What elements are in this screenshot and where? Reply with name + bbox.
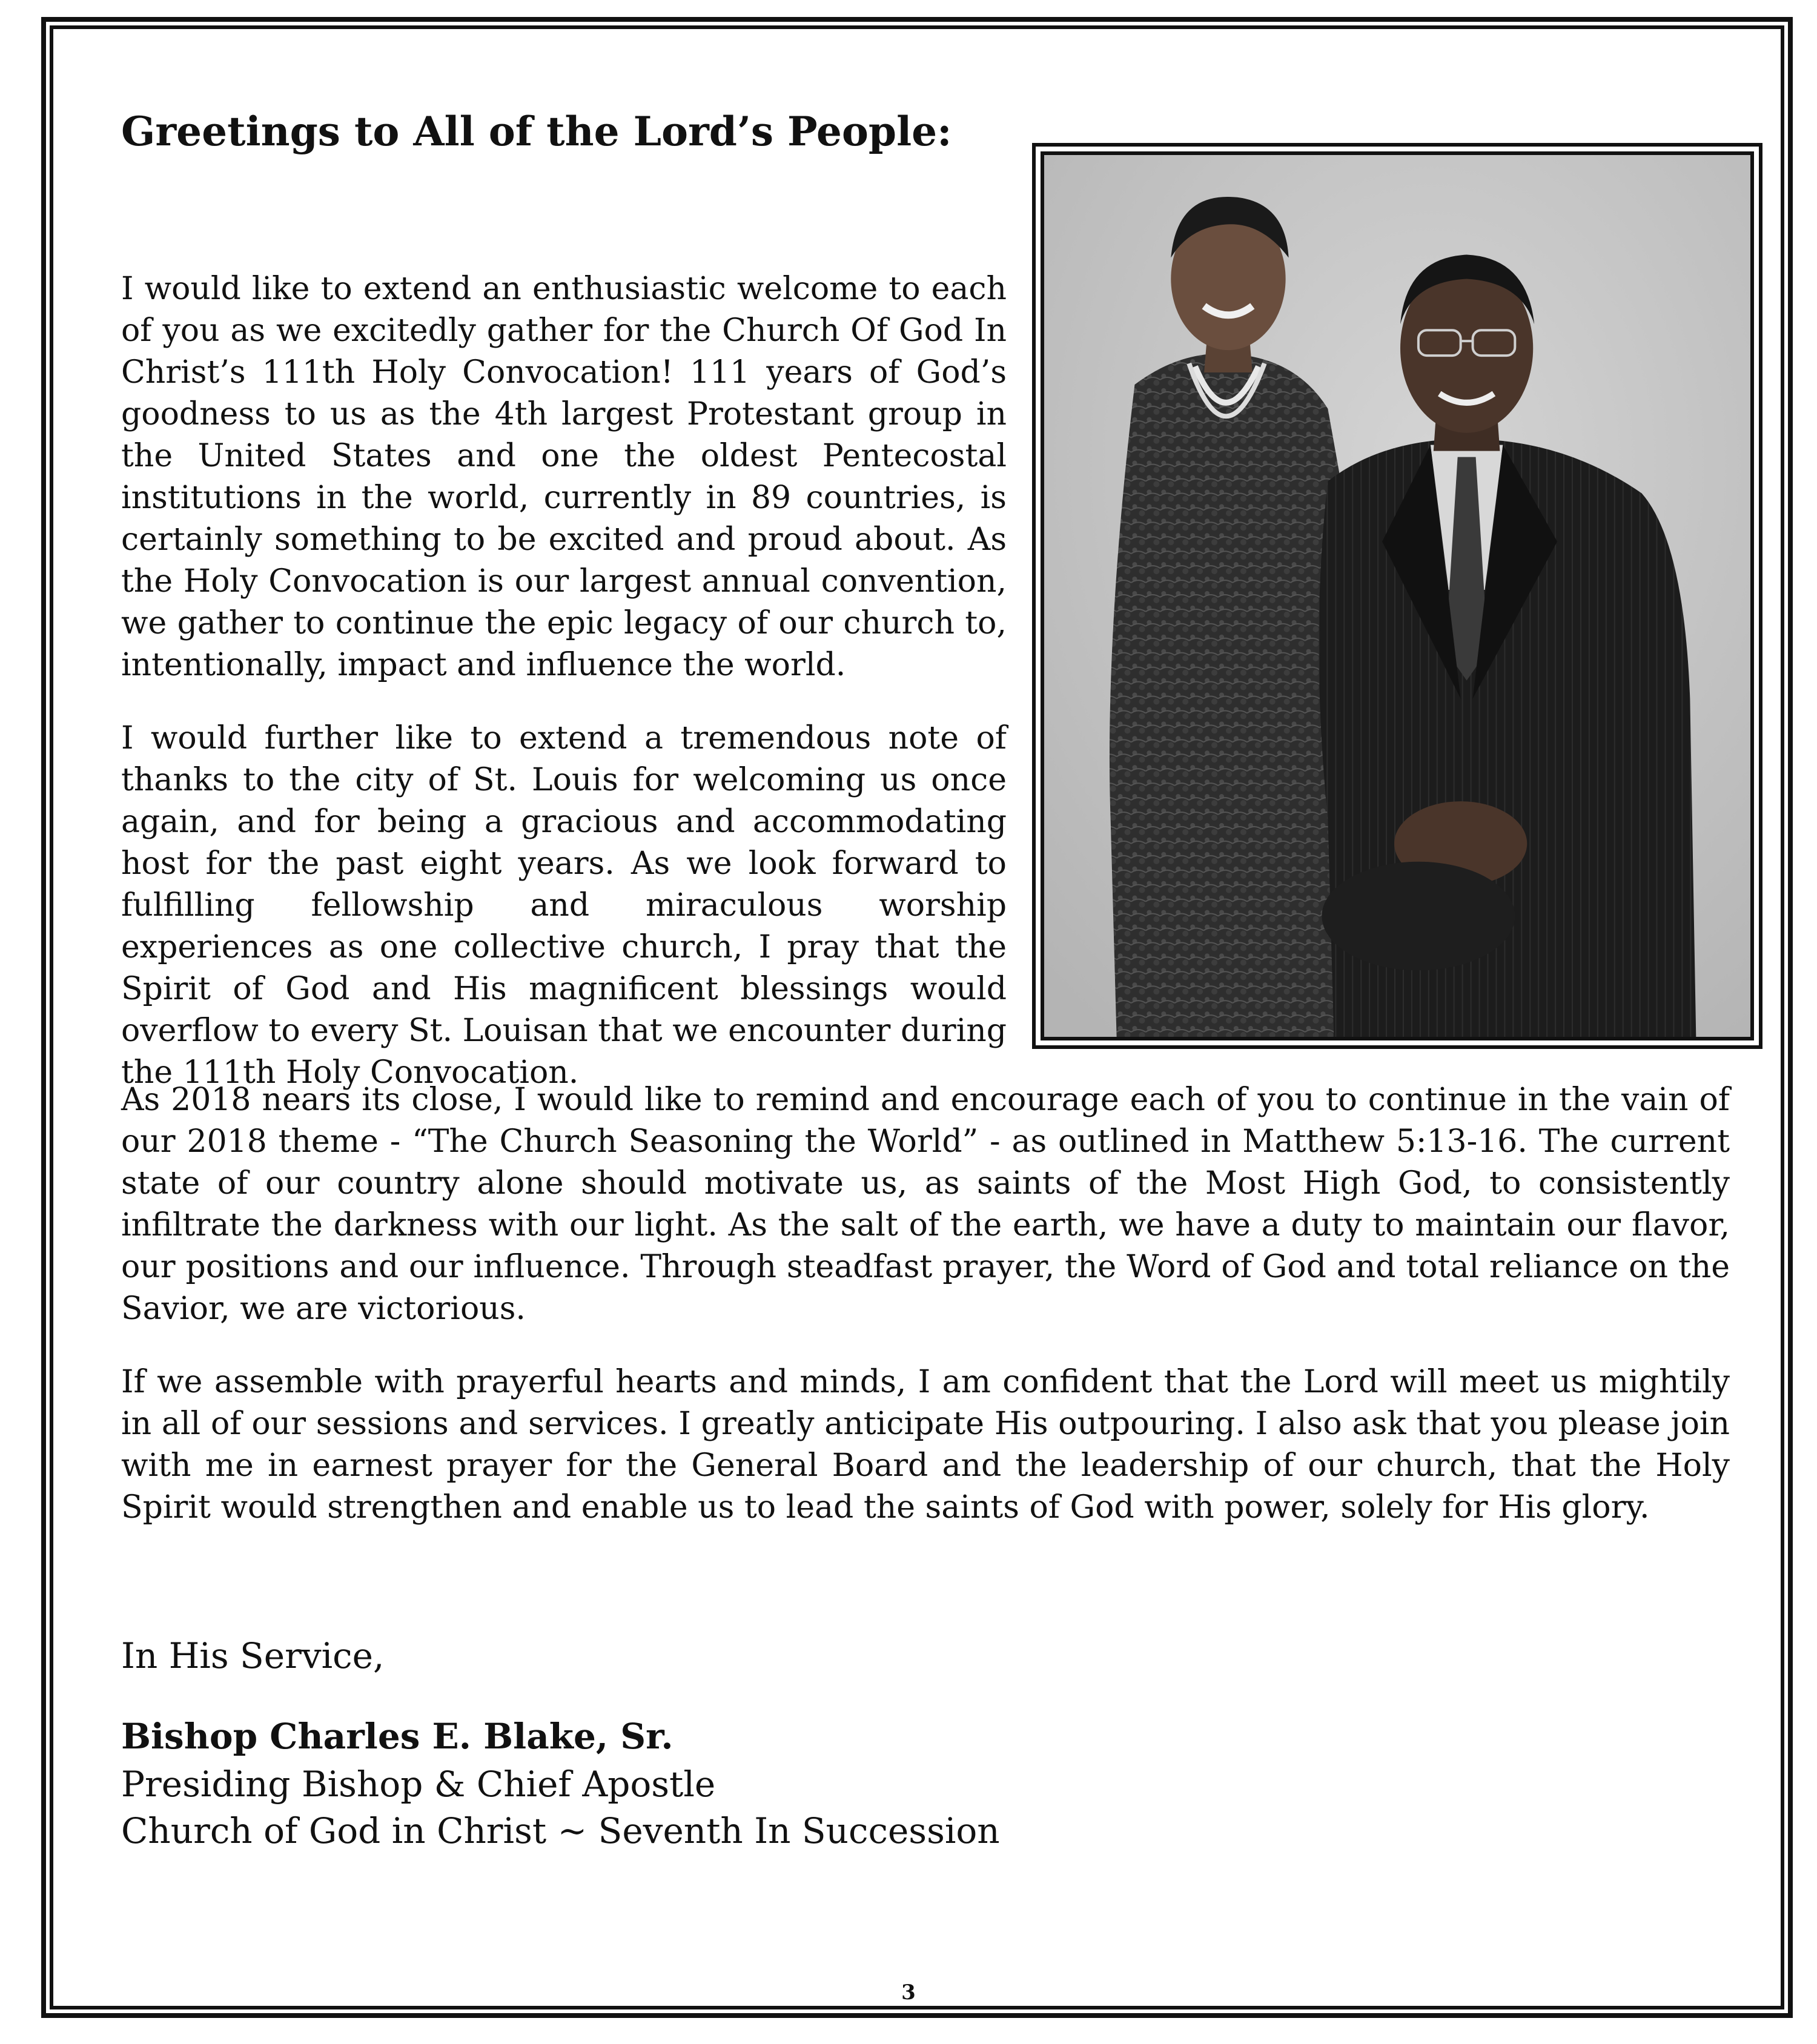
signature-name: Bishop Charles E. Blake, Sr.	[121, 1716, 674, 1757]
signature-title-line-1: Presiding Bishop & Chief Apostle	[121, 1764, 716, 1805]
portrait-photo-frame	[1032, 143, 1762, 1049]
portrait-photo	[1041, 151, 1754, 1040]
page-heading: Greetings to All of the Lord’s People:	[121, 108, 952, 155]
paragraph-welcome: I would like to extend an enthusiastic welcome to each of you as we excitedly gather for the Church Of God In Christ’s 111th Holy Convocation! 111 years of God’s goodness to us as the 4th largest Protestant group in the United States and one the oldest Pentecostal institutions in the world, currently in 89 countries, is certainly something to be excited and proud about. As the Holy Convocation is our largest annual convention, we gather to continue the epic legacy of our church to, intentionally, impact and influence the world.	[121, 271, 1007, 683]
paragraph-thanks: I would further like to extend a tremendous note of thanks to the city of St. Louis for welcoming us once again, and for being a gracious and accommodating host for the past eight years. As we look forward to fulfilling fellowship and miraculous worship experiences as one collective church, I pray that the Spirit of God and His magnificent blessings would overflow to every St. Louisan that we encounter during the 111th Holy Convocation.	[121, 720, 1007, 1091]
signature-title-line-2: Church of God in Christ ~ Seventh In Succession	[121, 1810, 1000, 1851]
page-number: 3	[901, 1980, 916, 2005]
portrait-illustration	[1044, 155, 1750, 1037]
paragraph-prayer: If we assemble with prayerful hearts and minds, I am confident that the Lord will meet us mightily in all of our sessions and services. I greatly anticipate His outpouring. I also ask that you please join with me in earnest prayer for the General Board and the leadership of our church, that the Holy Spirit would strengthen and enable us to lead the saints of God with power, solely for His glory.	[121, 1364, 1730, 1526]
paragraph-theme: As 2018 nears its close, I would like to remind and encourage each of you to continue in the vain of our 2018 theme - “The Church Seasoning the World” - as outlined in Matthew 5:13-16. The current state of our country alone should motivate us, as saints of the Most High God, to consistently infiltrate the darkness with our light. As the salt of the earth, we have a duty to maintain our flavor, our positions and our influence. Through steadfast prayer, the Word of God and total reliance on the Savior, we are victorious.	[121, 1082, 1730, 1327]
closing-line: In His Service,	[121, 1635, 385, 1676]
